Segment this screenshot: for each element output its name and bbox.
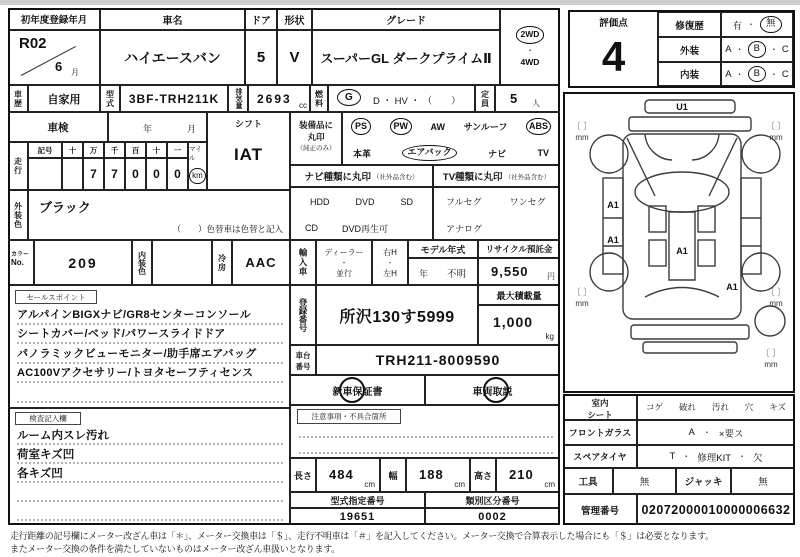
drive-separator: ・ <box>526 45 534 55</box>
measure-unit-mm: mm <box>769 133 783 142</box>
model-year-label: モデル年式 <box>408 240 478 258</box>
first-registration-month: 6 <box>55 59 63 74</box>
exterior-color-label: 外装色 <box>8 190 28 240</box>
height-unit: cm <box>544 480 555 489</box>
first-registration-cell <box>8 30 100 85</box>
mileage-header-100: 百 <box>125 142 146 158</box>
manual-label: 車両取説 <box>472 386 513 398</box>
equip-airbag-circled: エアバック <box>402 145 456 161</box>
jack-value: 無 <box>731 468 795 494</box>
spare-repair-kit: 修理KIT <box>697 452 732 464</box>
capacity-cell <box>495 85 560 112</box>
fuel-options: D ・ HV ・ （ ） <box>373 96 461 107</box>
type-approval-no-value: 19651 <box>290 508 425 525</box>
seat-label-cell <box>563 394 637 420</box>
exterior-grade-b-circled: B <box>748 41 766 57</box>
height-value: 210 <box>509 467 534 482</box>
tv-type-header: TV種類に丸印 <box>442 172 503 183</box>
model-year-cell <box>408 258 478 285</box>
manual-circle-mark <box>483 377 509 403</box>
interior-grade-a: A <box>725 68 732 80</box>
equip-abs-circled: ABS <box>526 118 551 136</box>
ac-value: AAC <box>232 240 290 285</box>
windshield-value <box>637 420 795 445</box>
import-dealer: ディーラー <box>324 247 364 257</box>
mileage-label: 走行 <box>8 142 28 190</box>
shaken-label: 車検 <box>8 112 108 142</box>
equip-navi: ナビ <box>488 148 507 159</box>
sales-point-line-empty <box>17 383 283 403</box>
measure-bracket: 〔 〕 <box>765 287 787 297</box>
mileage-header-sign: 記号 <box>28 142 62 158</box>
recycle-value: 9,550 <box>491 264 529 279</box>
length-label: 長さ <box>290 458 316 492</box>
chassis-no-label-cell <box>290 345 316 375</box>
model-code-value: 3BF-TRH211K <box>120 85 228 112</box>
mileage-km-circled: km <box>189 168 206 185</box>
import-dealer-sep: ・ <box>340 259 348 267</box>
recycle-cell <box>478 258 560 285</box>
mileage-digit-sign <box>28 158 62 190</box>
nav-dvd-play: DVD再生可 <box>342 223 389 234</box>
nav-cd: CD <box>305 223 318 233</box>
max-load-unit: kg <box>545 332 554 341</box>
seat-opt-scratch: キズ <box>769 402 786 412</box>
equip-aw: AW <box>430 121 446 132</box>
mileage-header-10k: 万 <box>83 142 104 158</box>
tv-type-note: （社外品含む） <box>504 173 551 181</box>
drive-2wd-circled: 2WD <box>516 26 545 43</box>
repair-history-label: 修復歴 <box>658 12 721 37</box>
month-unit: 月 <box>71 68 79 77</box>
model-code-label: 型式 <box>100 85 120 112</box>
mileage-header-1k: 千 <box>104 142 125 158</box>
footer-note-line-2: またメーター交換の条件を満たしていないものはメーター改ざん車扱いとなります。 <box>10 544 340 554</box>
grade-sep: ・ <box>769 69 778 79</box>
warranty-circle-mark <box>339 377 365 403</box>
inspection-note-line-empty <box>17 483 283 502</box>
equip-ps-circled: PS <box>351 118 371 136</box>
registration-no-value: 所沢130す5999 <box>316 285 478 345</box>
displacement-label: 排気量 <box>228 85 248 112</box>
width-unit: cm <box>454 480 465 489</box>
capacity-label: 定員 <box>475 85 495 112</box>
mileage-digit-10: 0 <box>146 158 167 190</box>
tv-type-header-cell <box>433 165 560 187</box>
model-year-year: 年 <box>419 269 429 279</box>
tools-value: 無 <box>613 468 676 494</box>
shift-cell <box>207 112 290 190</box>
exterior-grade-c: C <box>781 44 789 55</box>
chassis-label-2: 番号 <box>295 362 311 371</box>
nav-type-note: （社外品含む） <box>373 173 419 181</box>
fuel-gasoline-circled: G <box>337 89 361 106</box>
evaluation-score: 4 <box>601 33 626 80</box>
damage-diagram-box <box>563 92 795 393</box>
tv-fullseg: フルセグ <box>446 197 482 207</box>
jack-label: ジャッキ <box>676 468 731 494</box>
seat-opt-burn: コゲ <box>646 402 664 412</box>
tools-label: 工具 <box>563 468 613 494</box>
import-parallel: 並行 <box>336 268 352 278</box>
max-load-value: 1,000 <box>493 314 534 330</box>
displacement-cell <box>248 85 310 112</box>
shape-label: 形状 <box>277 8 312 30</box>
interior-grade-value <box>721 62 793 86</box>
length-value: 484 <box>329 467 354 482</box>
seat-label-2: シート <box>587 410 613 420</box>
inspection-note-line: 荷室キズ凹 <box>17 445 283 464</box>
interior-grade-c: C <box>781 68 789 80</box>
displacement-unit: cc <box>299 101 307 110</box>
tv-oneseg: ワンセグ <box>509 197 546 207</box>
shift-value: IAT <box>233 145 264 164</box>
measure-bracket: 〔 〕 <box>571 287 593 297</box>
spare-missing: 欠 <box>753 452 763 464</box>
tv-type-items-cell <box>433 187 560 240</box>
sales-point-line: アルパインBIGXナビ/GR8センターコンソール <box>17 305 283 325</box>
door-label: ドア <box>245 8 277 30</box>
caution-line-2 <box>299 452 553 454</box>
damage-mark-a1: A1 <box>726 282 738 292</box>
manual-cell <box>425 375 560 405</box>
equipment-label-1: 装備品に <box>298 120 333 130</box>
width-value: 188 <box>419 467 444 482</box>
evaluation-box <box>568 10 795 88</box>
spare-t: T <box>669 451 676 462</box>
equipment-label-2: 丸印 <box>307 132 325 142</box>
history-value: 自家用 <box>28 85 100 112</box>
interior-grade-label: 内装 <box>658 62 721 86</box>
measure-unit-mm: mm <box>764 360 778 369</box>
mileage-digit-1: 0 <box>167 158 188 190</box>
inspection-notes-box <box>8 408 290 525</box>
equip-leather: 本革 <box>353 148 372 159</box>
mileage-digit-100: 0 <box>125 158 146 190</box>
equipment-items-cell <box>342 112 560 165</box>
caution-line-1 <box>299 436 553 438</box>
shaken-month-label: 月 <box>187 124 197 134</box>
import-dealer-cell <box>316 240 372 285</box>
color-change-note: （ ）色替車は色替と記入 <box>172 224 283 234</box>
max-load-label: 最大積載量 <box>478 285 560 305</box>
measure-bracket: 〔 〕 <box>571 121 593 131</box>
shift-label: シフト <box>234 118 262 129</box>
spare-sep: ・ <box>738 452 747 461</box>
scan-edge <box>0 0 800 5</box>
damage-mark-a1: A1 <box>676 246 688 256</box>
equip-sunroof: サンルーフ <box>463 122 508 132</box>
handle-right: 右H <box>383 247 397 257</box>
mileage-header-100k: 十 <box>62 142 83 158</box>
repair-no-circled: 無 <box>760 16 782 32</box>
mileage-header-1: 一 <box>167 142 188 158</box>
fuel-label: 燃料 <box>310 85 328 112</box>
measure-bracket: 〔 〕 <box>765 121 787 131</box>
capacity-unit: 人 <box>532 99 540 108</box>
mileage-header-10: 十 <box>146 142 167 158</box>
mileage-digit-1k: 7 <box>104 158 125 190</box>
color-no-label-cell <box>8 240 34 285</box>
interior-color-value <box>152 240 212 285</box>
displacement-value: 2693 <box>257 92 292 106</box>
max-load-cell <box>478 305 560 345</box>
mileage-digit-100k <box>62 158 83 190</box>
seat-options-cell <box>637 394 795 420</box>
equip-pw-circled: PW <box>390 118 413 136</box>
drive-4wd: 4WD <box>520 56 540 67</box>
repair-history-value <box>721 12 793 37</box>
shaken-date-cell <box>108 112 207 142</box>
capacity-value: 5 <box>510 91 518 106</box>
management-no-value: 02072000010000006632 <box>637 494 795 525</box>
windshield-a: A <box>688 427 695 438</box>
measure-bracket: 〔 〕 <box>760 348 782 358</box>
inspection-notes-label: 検査記入欄 <box>15 412 81 425</box>
chassis-label-1: 車台 <box>295 351 311 360</box>
interior-grade-b-circled: B <box>748 66 766 82</box>
windshield-sep: ・ <box>702 428 711 437</box>
evaluation-score-label: 評価点 <box>599 18 628 29</box>
car-name-value: ハイエースバン <box>100 30 245 85</box>
windshield-x: ×要ス <box>718 428 744 440</box>
car-top-view-diagram <box>565 94 793 391</box>
class-no-value: 0002 <box>425 508 560 525</box>
damage-mark-u1: U1 <box>676 102 688 112</box>
chassis-no-value: TRH211-8009590 <box>316 345 560 375</box>
height-label: 高さ <box>470 458 496 492</box>
car-name-label: 車名 <box>100 8 245 30</box>
color-no-label-1: カラー <box>11 252 30 258</box>
measure-unit-mm: mm <box>575 299 589 308</box>
import-label: 輸入車 <box>290 240 316 285</box>
spare-tire-label: スペアタイヤ <box>563 445 637 468</box>
height-cell <box>496 458 560 492</box>
ac-label: 冷房 <box>212 240 232 285</box>
history-label: 車歴 <box>8 85 28 112</box>
shaken-year-label: 年 <box>143 124 153 134</box>
seat-opt-dirt: 汚れ <box>711 402 729 412</box>
recycle-label: リサイクル預託金 <box>478 240 560 258</box>
warranty-cell <box>290 375 425 405</box>
equip-tv: TV <box>537 148 549 158</box>
inspection-note-line: 各キズ凹 <box>17 464 283 483</box>
grade-sep: ・ <box>735 69 744 79</box>
first-registration-label: 初年度登録年月 <box>8 8 100 30</box>
seat-label-1: 室内 <box>591 398 609 408</box>
management-no-label: 管理番号 <box>563 494 637 525</box>
equipment-label-cell <box>290 112 342 165</box>
handle-sep: ・ <box>386 259 394 267</box>
spare-sep: ・ <box>682 452 691 461</box>
grade-sep: ・ <box>735 45 744 54</box>
length-unit: cm <box>364 480 375 489</box>
exterior-grade-label: 外装 <box>658 37 721 62</box>
grade-label: グレード <box>312 8 500 30</box>
interior-color-label: 内装色 <box>132 240 152 285</box>
handle-left: 左H <box>383 268 397 278</box>
recycle-unit: 円 <box>547 272 555 281</box>
mileage-unit-cell <box>188 142 207 190</box>
seat-opt-hole: 穴 <box>744 402 754 412</box>
fuel-cell <box>328 85 475 112</box>
damage-mark-a1: A1 <box>607 200 619 210</box>
spare-tire-value <box>637 445 795 468</box>
nav-hdd: HDD <box>309 196 330 207</box>
width-cell <box>406 458 470 492</box>
grade-value: スーパーGL ダークプライムⅡ <box>312 30 500 85</box>
measure-unit-mm: mm <box>769 299 783 308</box>
class-no-label: 類別区分番号 <box>425 492 560 508</box>
measure-unit-mm: mm <box>575 133 589 142</box>
repair-yes: 有 <box>732 20 742 32</box>
handle-cell <box>372 240 408 285</box>
damage-mark-a1: A1 <box>607 235 619 245</box>
exterior-grade-value <box>721 37 793 62</box>
nav-sd: SD <box>400 196 413 207</box>
nav-dvd: DVD <box>355 196 375 207</box>
nav-type-items-cell <box>290 187 433 240</box>
exterior-grade-a: A <box>725 44 732 55</box>
registration-no-label: 登録番号 <box>290 285 316 345</box>
repair-sep: ・ <box>747 20 755 29</box>
sales-point-line: AC100Vアクセサリー/トヨタセーフティセンス <box>17 364 283 384</box>
model-year-value: 不明 <box>447 269 467 280</box>
mileage-mile-label: マイル <box>189 146 202 162</box>
nav-type-header: ナビ種類に丸印 <box>304 172 371 183</box>
door-value: 5 <box>245 30 277 85</box>
windshield-label: フロントガラス <box>563 420 637 445</box>
sales-point-line: シートカバー/ベッド/パワースライドドア <box>17 325 283 345</box>
equipment-label-3: （純正のみ） <box>296 145 336 152</box>
width-label: 幅 <box>380 458 406 492</box>
length-cell <box>316 458 380 492</box>
nav-type-header-cell <box>290 165 433 187</box>
drive-type-cell <box>500 8 560 85</box>
caution-label: 注意事項・不具合箇所 <box>297 409 401 424</box>
warranty-label: 新車保証書 <box>332 386 383 398</box>
color-no-value: 209 <box>34 240 132 285</box>
footer-note-line-1: 走行距離の記号欄にメーター改ざん車は「＊」、メーター交換車は「＄」、走行不明車は「＃」を記入してください。メーター交換で合算表示した場合にも「＄」は必要となります。 <box>10 531 714 541</box>
type-approval-no-label: 型式指定番号 <box>290 492 425 508</box>
first-registration-era: R02 <box>19 35 47 52</box>
sales-points-label: セールスポイント <box>15 290 97 304</box>
grade-sep: ・ <box>769 45 778 54</box>
tv-analog: アナログ <box>446 223 483 234</box>
sales-points-box <box>8 285 290 408</box>
exterior-color-cell <box>28 190 290 240</box>
mileage-digit-10k: 7 <box>83 158 104 190</box>
color-no-label-2: No. <box>11 258 24 267</box>
sales-point-line: パノラミックビューモニター/助手席エアバッグ <box>17 344 283 364</box>
inspection-note-line-empty <box>17 502 283 521</box>
seat-opt-tear: 破れ <box>678 402 696 412</box>
exterior-color-value: ブラック <box>39 200 91 215</box>
inspection-note-line: ルーム内スレ汚れ <box>17 426 283 445</box>
caution-box <box>290 405 560 458</box>
shape-value: V <box>277 30 312 85</box>
